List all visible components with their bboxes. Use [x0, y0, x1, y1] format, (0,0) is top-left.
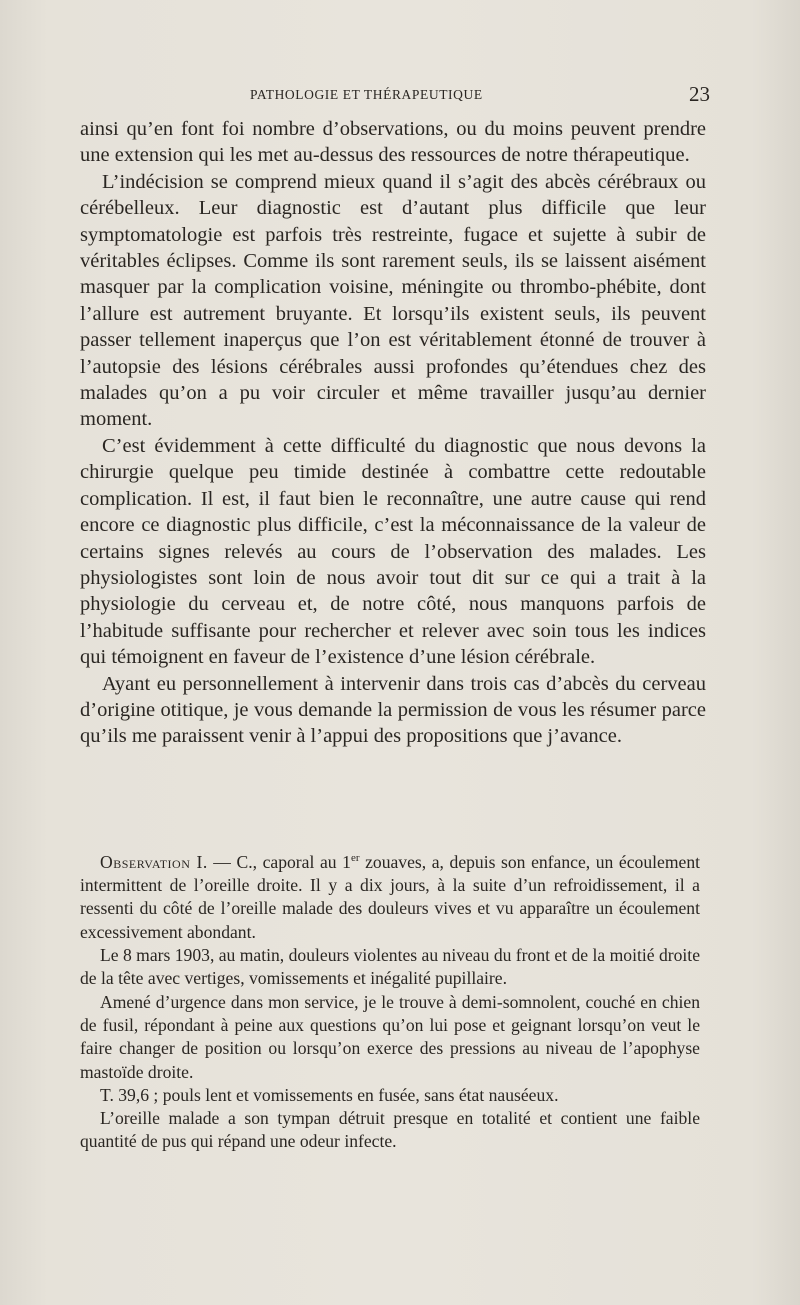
- observation-paragraph: Le 8 mars 1903, au matin, douleurs violentes au niveau du front et de la moitié droite de la tête avec vertiges, vomissements et inégalité pupillaire.: [80, 945, 700, 989]
- observation-intro-rest: zouaves, a, depuis son enfance, un écoulement intermittent de l’oreille droite. Il y a dix jours, à la suite d’un refroidissement, il a ressenti du côté de l’oreille malade des douleurs vives et vu apparaître un écoulement excessivement abondant.: [80, 851, 701, 942]
- paragraph: C’est évidemment à cette difficulté du diagnostic que nous devons la chirurgie quelque peu timide destinée à combattre cette redoutable complication. Il est, il faut bien le reconnaître, une autre cause qui rend encore ce diagnostic plus difficile, c’est la méconnaissance de la valeur de certains signes relevés au cours de l’observation des malades. Les physiologistes sont loin de nous avoir tout dit sur ce qui a trait à la physiologie du cerveau et, de notre côté, nous manquons parfois de l’habitude suffisante pour rechercher et relever avec soin tous les indices qui témoignent en faveur de l’existence d’une lésion cérébrale.: [80, 434, 706, 669]
- observation-paragraph: T. 39,6 ; pouls lent et vomissements en fusée, sans état nauséeux.: [100, 1084, 559, 1105]
- observation-intro: [80, 847, 700, 944]
- running-title: PATHOLOGIE ET THÉRAPEUTIQUE: [250, 87, 483, 102]
- paragraph: Ayant eu personnellement à intervenir dans trois cas d’abcès du cerveau d’origine otitique, je vous demande la permission de vous les résumer parce qu’ils me paraissent venir à l’appui des propositions que j’avance.: [80, 672, 706, 748]
- observation-paragraph: L’oreille malade a son tympan détruit presque en totalité et contient une faible quantité de pus qui répand une odeur infecte.: [80, 1108, 700, 1152]
- observation-paragraph: Amené d’urgence dans mon service, je le trouve à demi-somnolent, couché en chien de fusil, répondant à peine aux questions qu’on lui pose et geignant lorsqu’on veut le faire changer de position ou lorsqu’on exerce des pressions au niveau de l’apophyse mastoïde droite.: [80, 991, 700, 1082]
- observation-label: Observation I.: [100, 851, 208, 872]
- ordinal-suffix: er: [350, 852, 360, 864]
- paragraph: L’indécision se comprend mieux quand il s’agit des abcès cérébraux ou cérébelleux. Leur diagnostic est d’autant plus difficile que leur symptomatologie est parfois très restreinte, fugace et sujette à subir de véritables éclipses. Comme ils sont rarement seuls, ils se laissent aisément masquer par la complication voisine, méningite ou thrombo-phébite, dont l’allure est autrement bruyante. Et lorsqu’ils existent seuls, ils peuvent passer tellement inaperçus que l’on est véritablement étonné de trouver à l’autopsie des lésions cérébrales aussi profondes qu’étendues chez des malades qu’on a pu voir circuler et même travailler jusqu’au dernier moment.: [80, 170, 706, 431]
- page-number: 23: [689, 82, 710, 106]
- page-header: [80, 84, 710, 108]
- observation-intro-text: — C., caporal au 1: [207, 851, 351, 872]
- main-text: [80, 116, 706, 750]
- observation-section: [80, 847, 700, 1154]
- paragraph: ainsi qu’en font foi nombre d’observations, ou du moins peuvent prendre une extension qui les met au-dessus des ressources de notre thérapeutique.: [80, 118, 706, 167]
